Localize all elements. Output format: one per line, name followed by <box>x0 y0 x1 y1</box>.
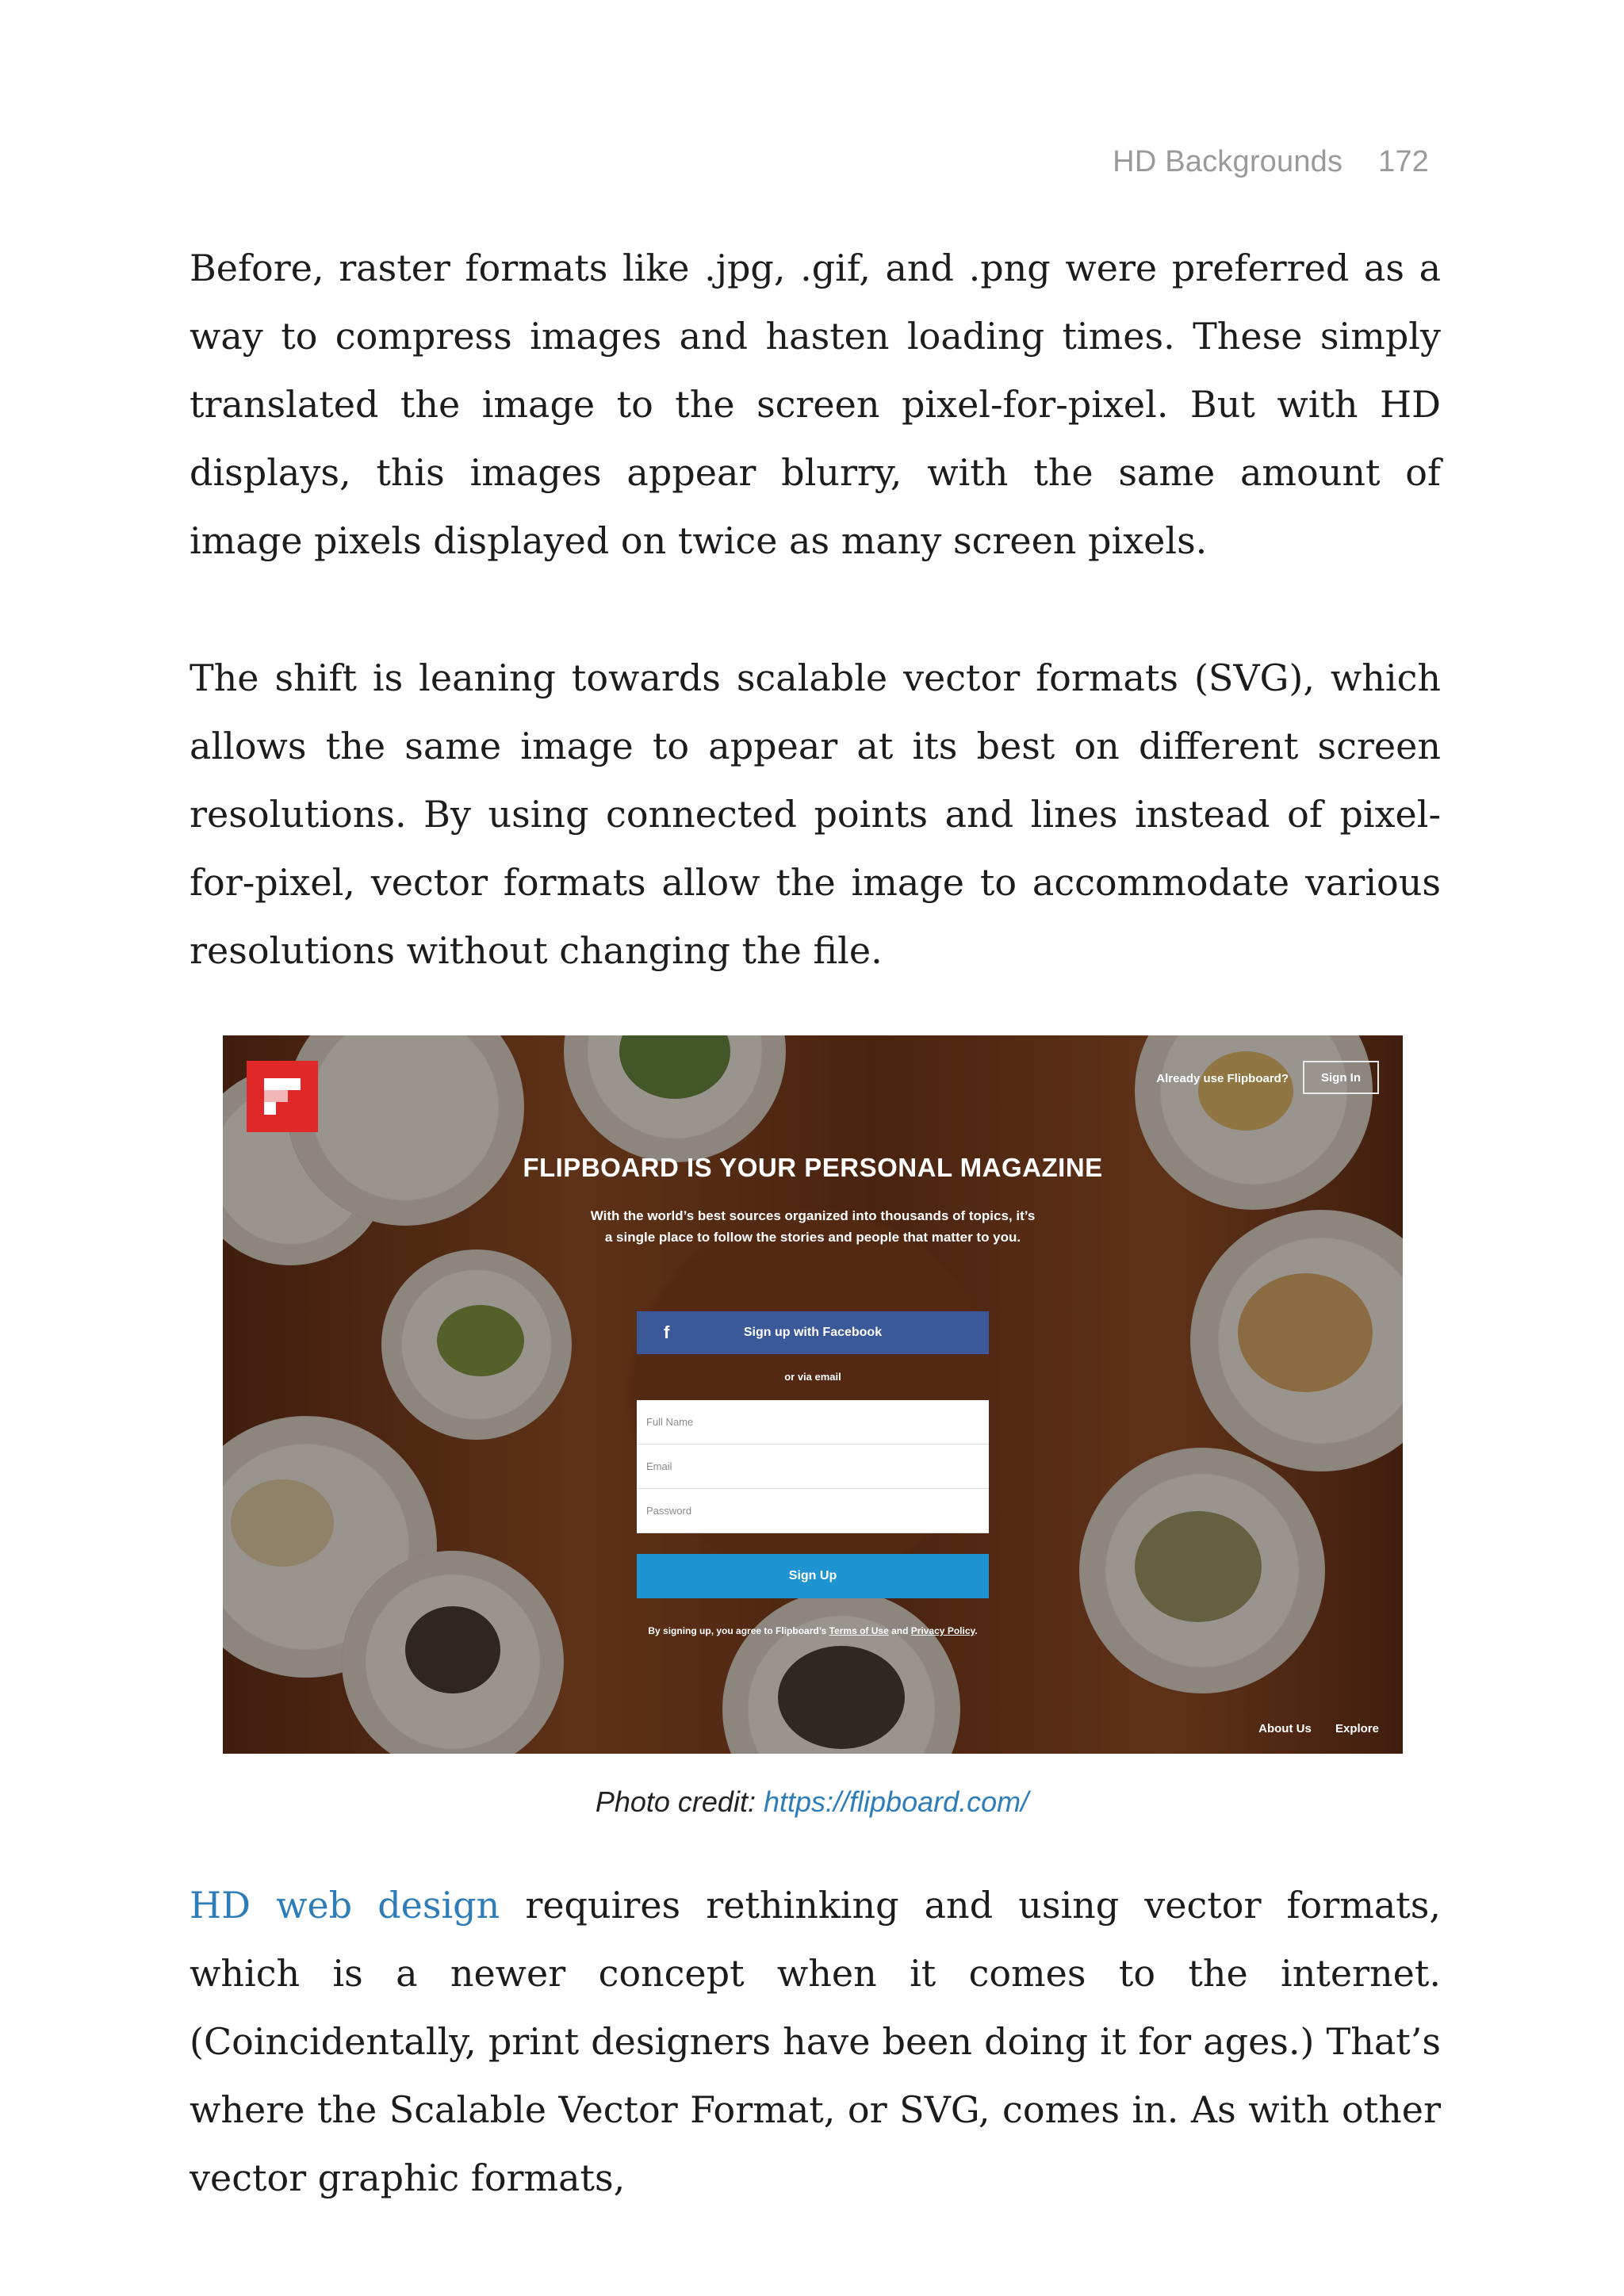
paragraph-hd-web-design-text: requires rethinking and using vector formats, which is a newer concept when it comes to the internet. (Coincidentally, print designers have been doing it for ages.) That’s where the Scalable Vector Format, or SVG, comes in. As with other vector graphic formats, <box>190 1884 1441 2199</box>
photo-caption <box>0 1785 1624 1819</box>
terms-notice <box>223 1625 1403 1636</box>
terms-of-use-link[interactable]: Terms of Use <box>829 1625 889 1636</box>
password-input[interactable] <box>637 1489 989 1533</box>
hero-headline: FLIPBOARD IS YOUR PERSONAL MAGAZINE <box>523 1153 1103 1182</box>
about-us-link[interactable]: About Us <box>1258 1722 1312 1735</box>
running-header <box>1113 145 1429 179</box>
paragraph-hd-web-design <box>190 1871 1441 2212</box>
section-title: HD Backgrounds <box>1113 145 1343 178</box>
page-number: 172 <box>1377 145 1429 178</box>
terms-prefix: By signing up, you agree to Flipboard’s <box>648 1625 829 1636</box>
hero-subtext: With the world’s best sources organized into thousands of topics, it’s a single place to follow the stories and people that matter to you. <box>590 1208 1036 1245</box>
privacy-policy-link[interactable]: Privacy Policy <box>910 1625 975 1636</box>
full-name-input[interactable] <box>637 1400 989 1445</box>
facebook-signup-label: Sign up with Facebook <box>743 1326 883 1339</box>
already-member-text: Already use Flipboard? <box>1156 1072 1289 1085</box>
sign-up-button[interactable]: Sign Up <box>637 1554 989 1598</box>
paragraph-raster-formats: Before, raster formats like .jpg, .gif, and .png were preferred as a way to compress images and hasten loading times. These simply translated the image to the screen pixel-for-pixel. But with HD displays, this images appear blurry, with the same amount of image pixels displayed on twice as many screen pixels. <box>190 247 1441 562</box>
signup-form <box>637 1400 989 1533</box>
sign-in-button[interactable]: Sign In <box>1303 1061 1379 1094</box>
flipboard-screenshot <box>223 1035 1403 1754</box>
overlay <box>223 1035 1403 1754</box>
facebook-signup-button[interactable] <box>637 1311 989 1354</box>
hd-web-design-link[interactable]: HD web design <box>190 1884 500 1927</box>
caption-label: Photo credit: <box>595 1785 764 1818</box>
or-via-email: or via email <box>784 1371 841 1383</box>
explore-link[interactable]: Explore <box>1335 1722 1379 1735</box>
footer-links <box>1238 1722 1379 1735</box>
email-input[interactable] <box>637 1445 989 1489</box>
caption-url-link[interactable]: https://flipboard.com/ <box>763 1785 1029 1818</box>
flipboard-logo[interactable] <box>247 1061 318 1132</box>
terms-suffix: . <box>975 1625 978 1636</box>
paragraph-vector-shift: The shift is leaning towards scalable vector formats (SVG), which allows the same image to appear at its best on different screen resolutions. By using connected points and lines instead of pixel-for-pixel, vector formats allow the image to accommodate various resolutions without changing the file. <box>190 656 1441 972</box>
facebook-icon: f <box>664 1322 670 1342</box>
terms-and: and <box>888 1625 911 1636</box>
